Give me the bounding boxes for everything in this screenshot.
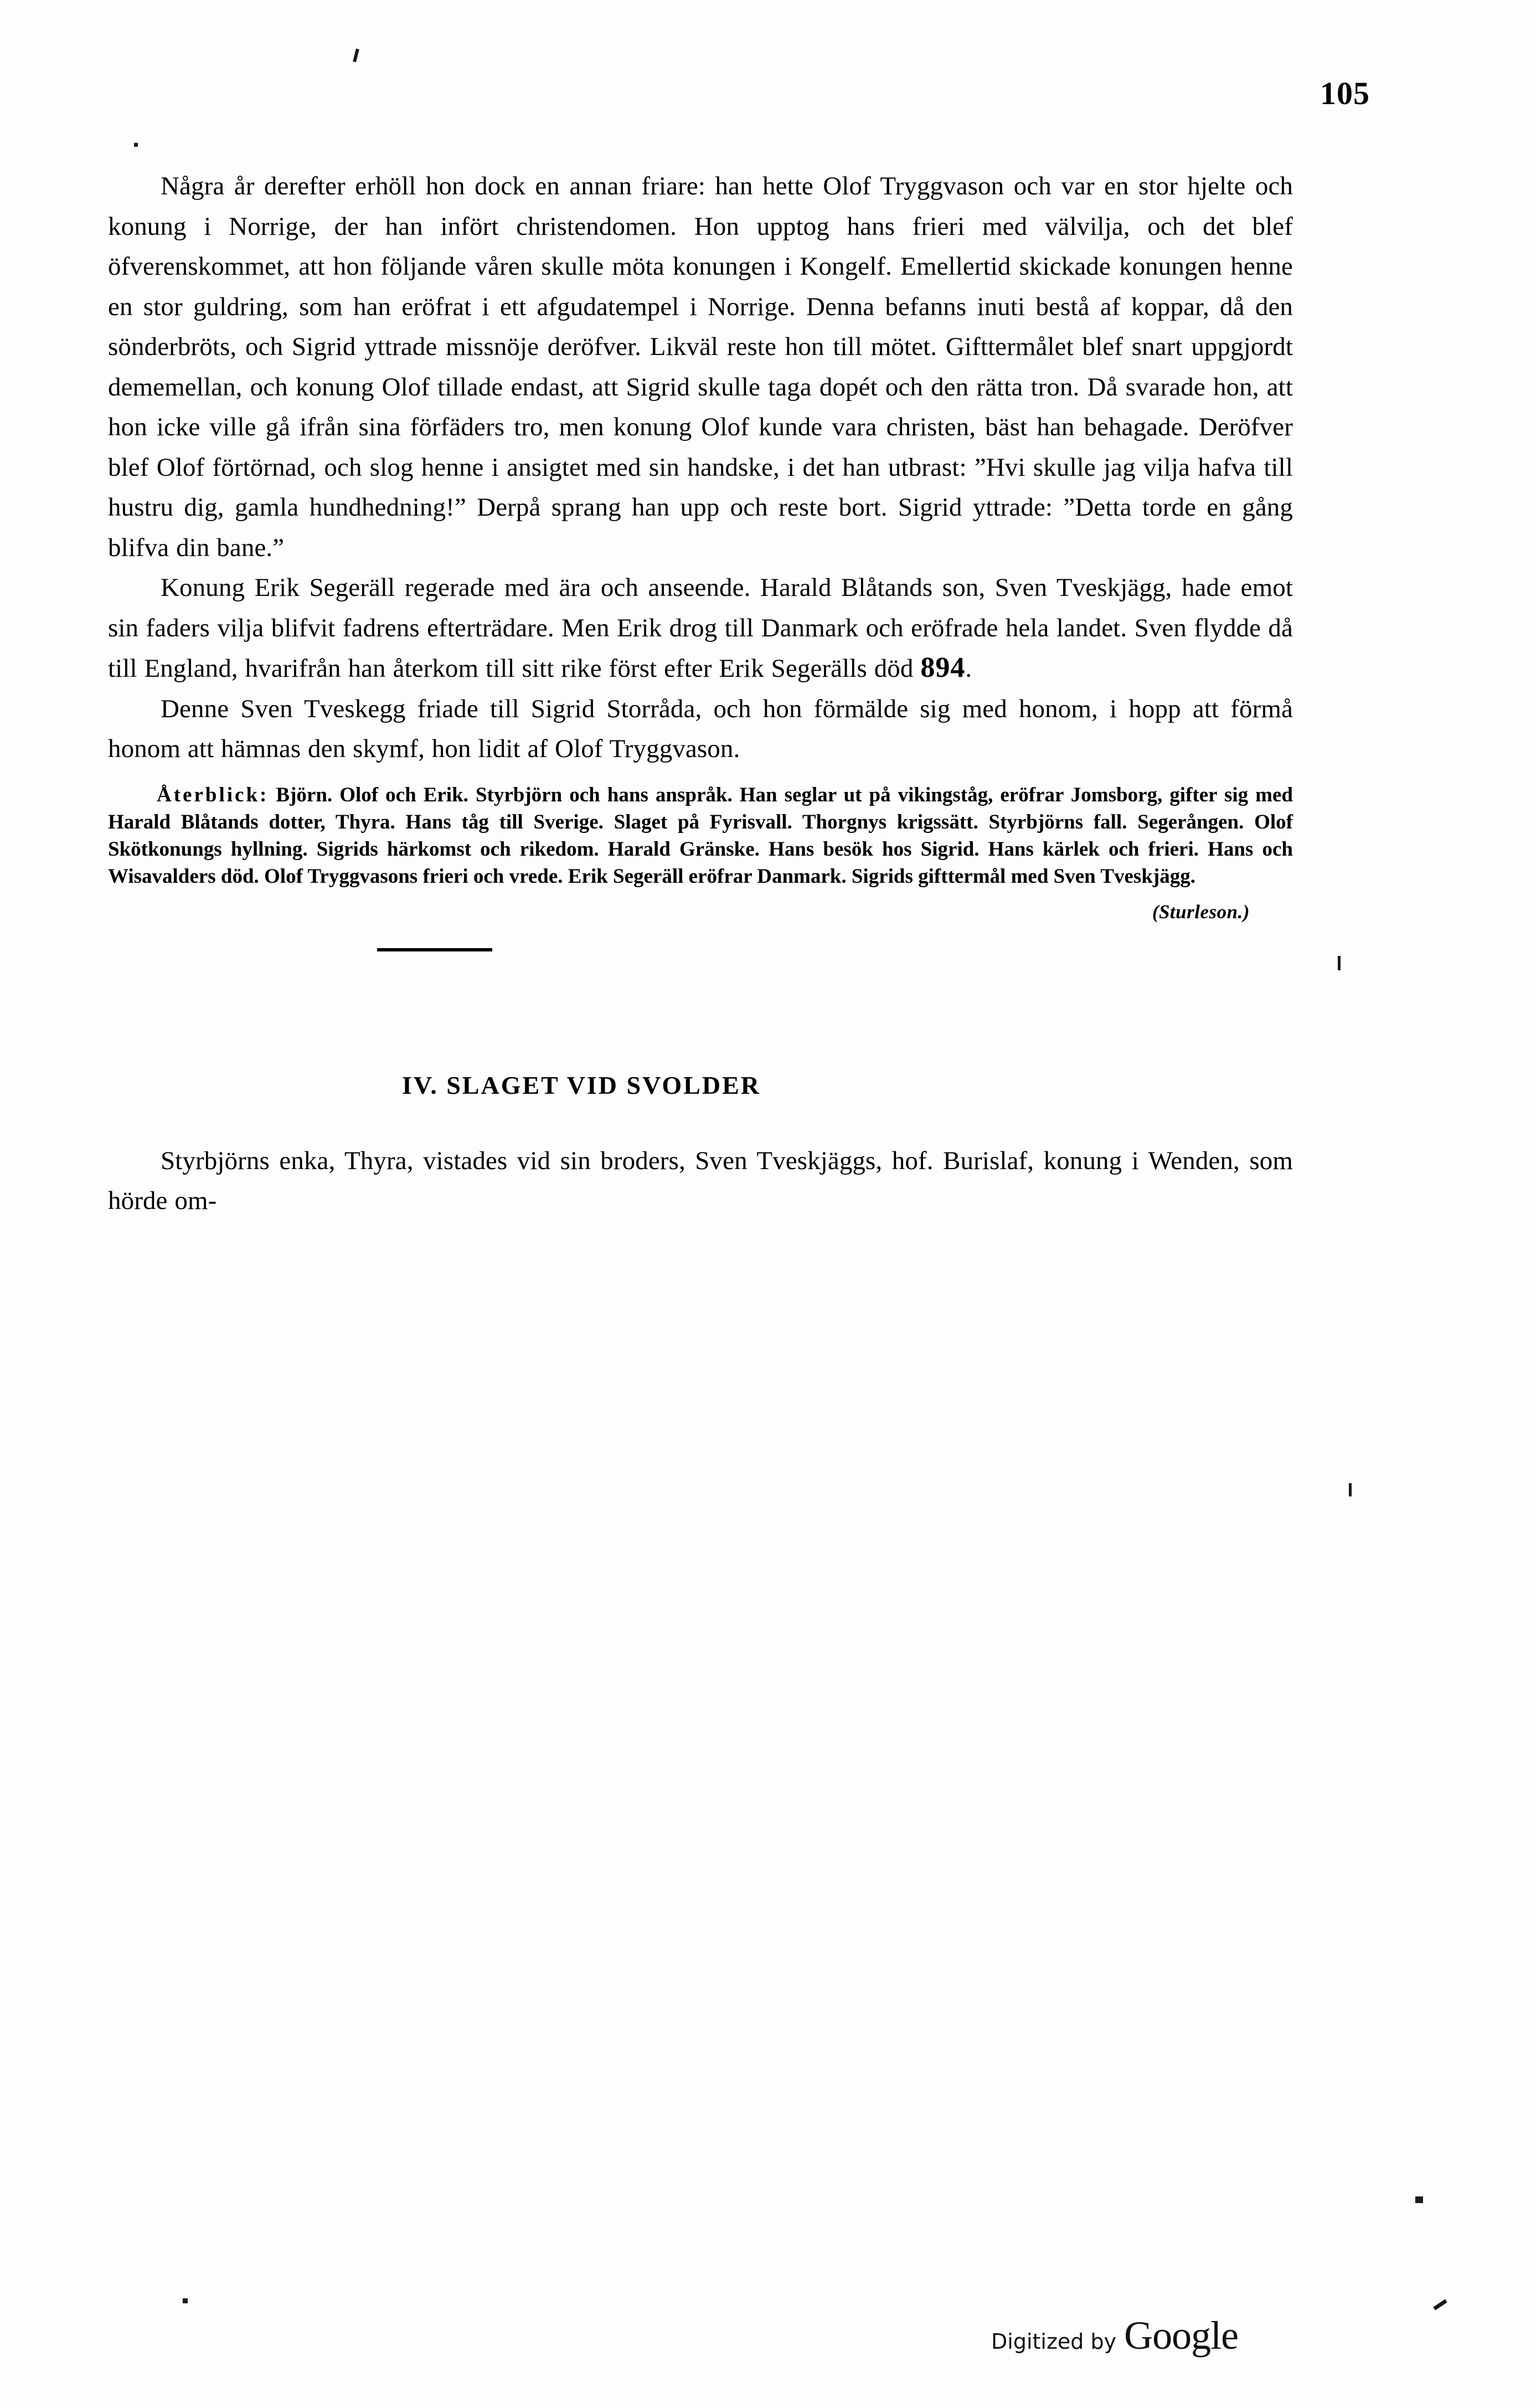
recap-block bbox=[108, 781, 1293, 890]
scan-speck bbox=[353, 49, 359, 63]
text-column bbox=[108, 166, 1293, 1221]
scan-speck bbox=[183, 2298, 188, 2303]
paragraph-2-tail: . bbox=[965, 654, 972, 683]
paragraph-2-text: Konung Erik Segeräll regerade med ära och anseende. Harald Blåtands son, Sven Tveskjägg, hade emot sin faders vilja blifvit fadrens efterträdare. Men Erik drog till Danmark och eröfrade hela landet. Sven flydde då till England, hvarifrån han återkom till sitt rike först efter Erik Segerälls död bbox=[108, 573, 1293, 683]
scan-speck bbox=[1338, 956, 1341, 970]
recap-text: Björn. Olof och Erik. Styrbjörn och hans anspråk. Han seglar ut på vikingståg, eröfrar Jomsborg, gifter sig med Harald Blåtands dotter, Thyra. Hans tåg till Sverige. Slaget på Fyrisvall. Thorgnys krigssätt. Styrbjörns fall. Segerången. Olof Skötkonungs hyllning. Sigrids härkomst och rikedom. Harald Gränske. Hans besök hos Sigrid. Hans kärlek och frieri. Hans och Wisavalders död. Olof Tryggvasons frieri och vrede. Erik Segeräll eröfrar Danmark. Sigrids gifttermål med Sven Tveskjägg. bbox=[108, 783, 1293, 888]
body-paragraph-3: Denne Sven Tveskegg friade till Sigrid Storråda, och hon förmälde sig med honom, i hopp att förmå honom att hämnas den skymf, hon lidit af Olof Tryggvason. bbox=[108, 694, 1293, 763]
scan-speck bbox=[134, 143, 138, 147]
scan-speck bbox=[1415, 2196, 1423, 2203]
source-attribution: (Sturleson.) bbox=[1152, 901, 1250, 923]
body-paragraph-2 bbox=[108, 568, 1293, 689]
chapter-heading: IV. SLAGET VID SVOLDER bbox=[402, 1071, 761, 1099]
divider-rule bbox=[377, 948, 492, 951]
google-digitized-watermark bbox=[991, 2313, 1238, 2359]
watermark-brand: Google bbox=[1124, 2313, 1239, 2358]
year-894: 894 bbox=[920, 652, 966, 683]
recap-label: Återblick: bbox=[157, 783, 269, 806]
page-number: 105 bbox=[1320, 75, 1370, 111]
scan-speck bbox=[1433, 2299, 1447, 2310]
section-divider bbox=[108, 944, 1293, 954]
scan-speck bbox=[1349, 1483, 1352, 1496]
watermark-prefix: Digitized by bbox=[991, 2329, 1117, 2354]
body-paragraph-1: Några år derefter erhöll hon dock en annan friare: han hette Olof Tryggvason och var en stor hjelte och konung i Norrige, der han infört christendomen. Hon upptog hans frieri med välvilja, och det blef öfverenskommet, att hon följande våren skulle möta konungen i Kongelf. Emellertid skickade konungen henne en stor guldring, som han eröfrat i ett afgudatempel i Norrige. Denna befanns inuti bestå af koppar, då den sönderbröts, och Sigrid yttrade missnöje deröfver. Likväl reste hon till mötet. Gifttermålet blef snart uppgjordt dememellan, och konung Olof tillade endast, att Sigrid skulle taga dopét och den rätta tron. Då svarade hon, att hon icke ville gå ifrån sina förfäders tro, men konung Olof kunde vara christen, bäst han behagade. Deröfver blef Olof förtörnad, och slog henne i ansigtet med sin handske, i det han utbrast: ”Hvi skulle jag vilja hafva till hustru dig, gamla hundhedning!” Derpå sprang han upp och reste bort. Sigrid yttrade: ”Detta torde en gång blifva din bane.” bbox=[108, 172, 1293, 562]
chapter-paragraph-1: Styrbjörns enka, Thyra, vistades vid sin broders, Sven Tveskjäggs, hof. Burislaf, konung i Wenden, som hörde om- bbox=[108, 1146, 1293, 1215]
